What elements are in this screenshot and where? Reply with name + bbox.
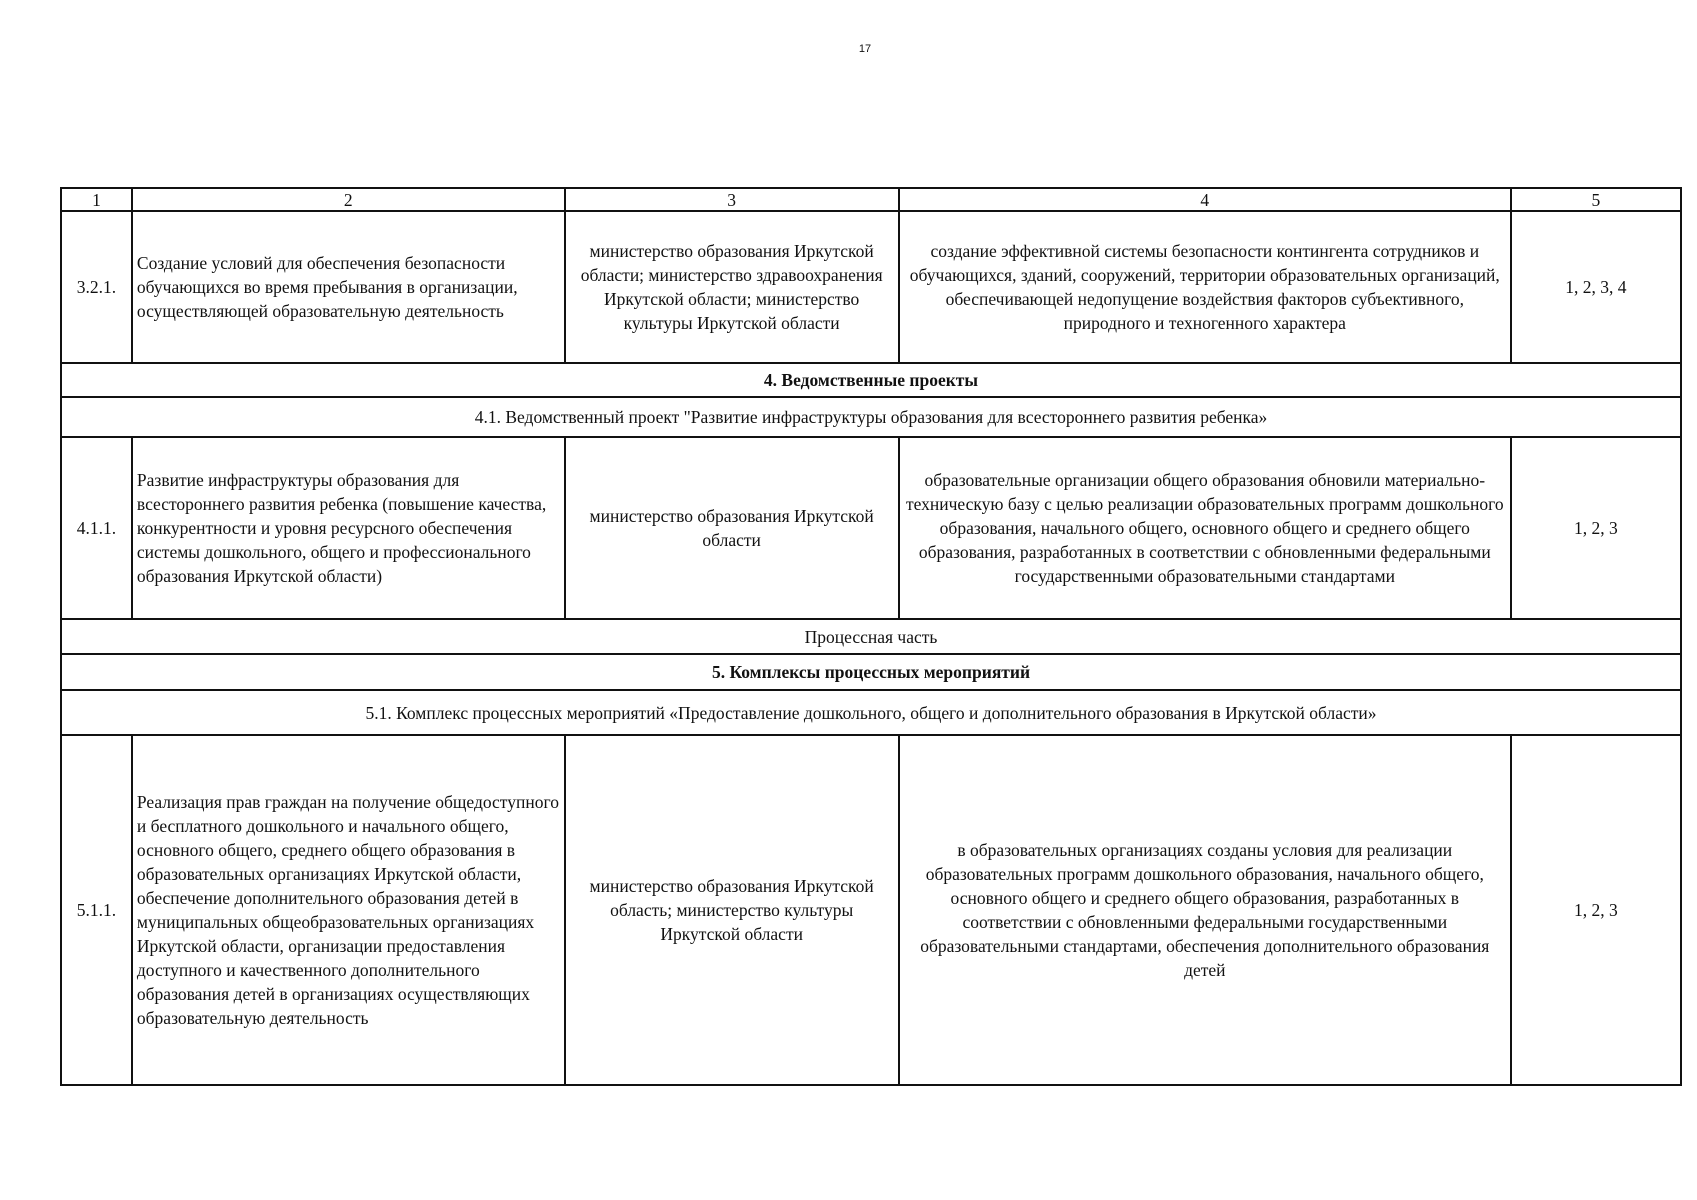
page-number: 17 [858,43,872,55]
col-header-2: 2 [132,188,565,211]
section-row [61,690,1681,735]
col-header-3: 3 [565,188,899,211]
subsection-heading: 5.1. Комплекс процессных мероприятий «Предоставление дошкольного, общего и дополнительного образования в Иркутской области» [61,690,1681,735]
expected-result: создание эффективной системы безопасности контингента сотрудников и обучающихся, зданий, сооружений, территории образовательных организаций, обеспечивающей недопущение воздействия факторов субъективного, природного и техногенного характера [899,211,1511,363]
section-row [61,619,1681,654]
table-row [61,211,1681,363]
section-row [61,397,1681,437]
linked-indicators: 1, 2, 3 [1511,437,1681,619]
table-row [61,437,1681,619]
section-row [61,363,1681,397]
responsible-executor: министерство образования Иркутской области; министерство здравоохранения Иркутской области; министерство культуры Иркутской области [565,211,899,363]
table-row [61,735,1681,1085]
activity-table [60,187,1682,1086]
col-header-1: 1 [61,188,132,211]
activity-name: Реализация прав граждан на получение общедоступного и бесплатного дошкольного и начального общего, основного общего, среднего общего образования в образовательных организациях Иркутской области, обеспечение дополнительного образования детей в муниципальных общеобразовательных организациях Иркутской области, организации предоставления доступного и качественного дополнительного образования детей в организациях осуществляющих образовательную деятельность [132,735,565,1085]
section-heading: 4. Ведомственные проекты [61,363,1681,397]
section-heading: 5. Комплексы процессных мероприятий [61,654,1681,690]
row-number: 4.1.1. [61,437,132,619]
row-number: 5.1.1. [61,735,132,1085]
col-header-4: 4 [899,188,1511,211]
part-heading: Процессная часть [61,619,1681,654]
responsible-executor: министерство образования Иркутской области [565,437,899,619]
expected-result: образовательные организации общего образования обновили материально-техническую базу с целью реализации образовательных программ дошкольного образования, начального общего, основного общего и среднего общего образования, разработанных в соответствии с обновленными федеральными государственными образовательными стандартами [899,437,1511,619]
linked-indicators: 1, 2, 3, 4 [1511,211,1681,363]
col-header-5: 5 [1511,188,1681,211]
linked-indicators: 1, 2, 3 [1511,735,1681,1085]
row-number: 3.2.1. [61,211,132,363]
expected-result: в образовательных организациях созданы условия для реализации образовательных программ дошкольного образования, начального общего, основного общего и среднего общего образования, разработанных в соответствии с обновленными федеральными государственными образовательными стандартами, обеспечения дополнительного образования детей [899,735,1511,1085]
column-number-row [61,188,1681,211]
activity-name: Создание условий для обеспечения безопасности обучающихся во время пребывания в организации, осуществляющей образовательную деятельность [132,211,565,363]
responsible-executor: министерство образования Иркутской область; министерство культуры Иркутской области [565,735,899,1085]
activity-name: Развитие инфраструктуры образования для всестороннего развития ребенка (повышение качества, конкурентности и уровня ресурсного обеспечения системы дошкольного, общего и профессионального образования Иркутской области) [132,437,565,619]
subsection-heading: 4.1. Ведомственный проект "Развитие инфраструктуры образования для всестороннего развития ребенка» [61,397,1681,437]
section-row [61,654,1681,690]
